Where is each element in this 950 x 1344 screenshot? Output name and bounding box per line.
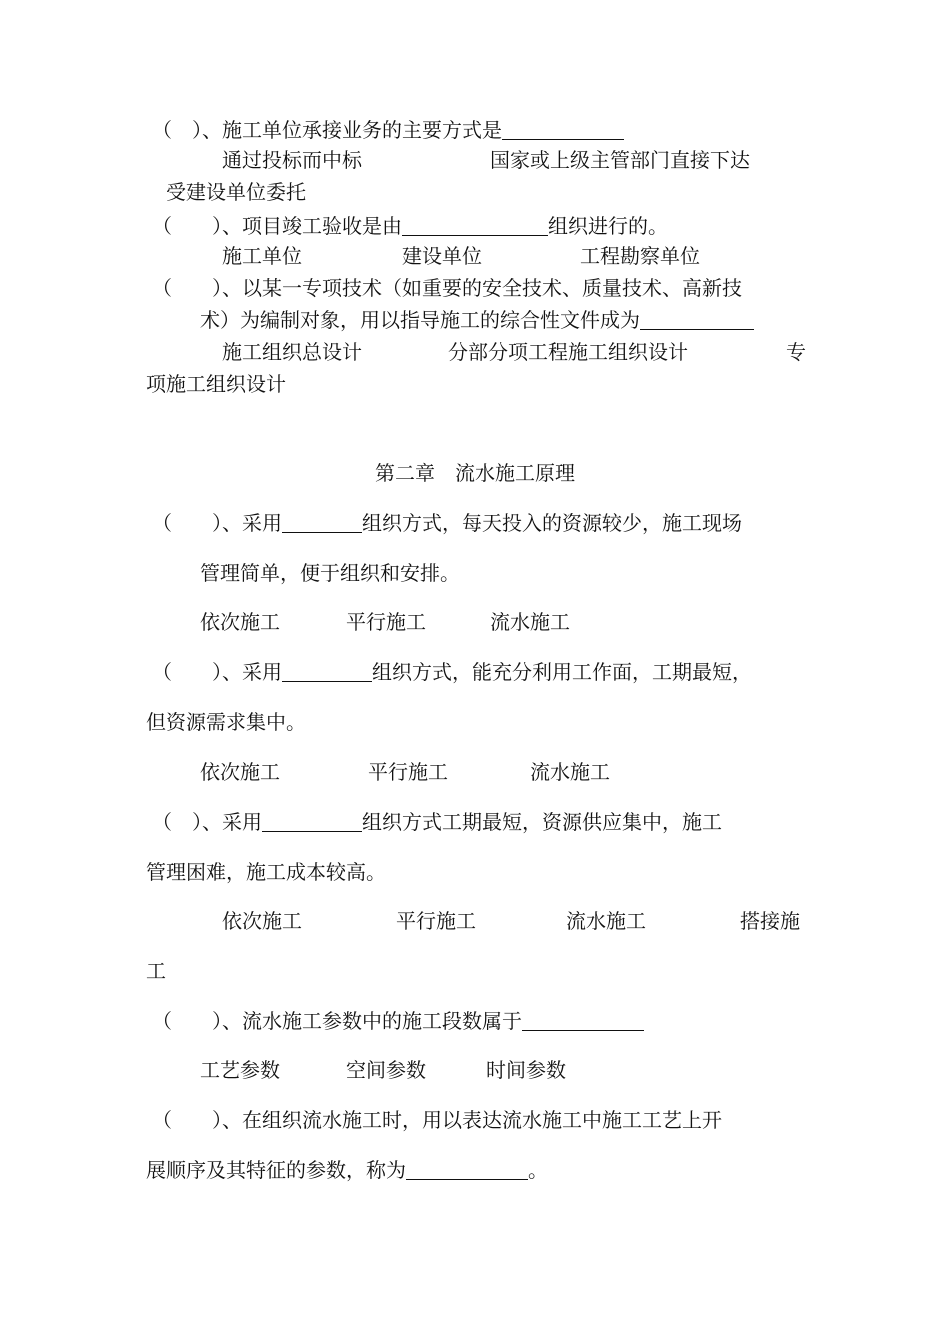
answer-blank[interactable] <box>402 215 548 236</box>
chapter-title: 第二章 流水施工原理 <box>375 461 575 485</box>
question-text: （ ）、采用 <box>152 810 262 834</box>
option: 空间参数 <box>346 1058 426 1082</box>
question-text: （ ）、施工单位承接业务的主要方式是 <box>152 118 502 142</box>
option: 工艺参数 <box>200 1058 280 1082</box>
question-text: 组织方式，每天投入的资源较少，施工现场 <box>362 511 742 535</box>
question-stem: （ ）、在组织流水施工时，用以表达流水施工中施工工艺上开 <box>152 1108 722 1132</box>
question-text: 组织方式工期最短，资源供应集中，施工 <box>362 810 722 834</box>
question-stem <box>146 1158 548 1182</box>
option: 通过投标而中标 <box>222 148 362 172</box>
option: 流水施工 <box>490 610 570 634</box>
question-stem <box>200 308 754 332</box>
question-text: 组织进行的。 <box>548 214 668 238</box>
option: 施工单位 <box>222 244 302 268</box>
answer-blank[interactable] <box>262 811 362 832</box>
option: 受建设单位委托 <box>166 180 306 204</box>
question-text: 组织方式，能充分利用工作面，工期最短， <box>372 660 752 684</box>
question-text: 。 <box>528 1158 548 1182</box>
answer-blank[interactable] <box>406 1159 528 1180</box>
question-stem <box>152 1009 644 1033</box>
option: 建设单位 <box>402 244 482 268</box>
answer-blank[interactable] <box>522 1010 644 1031</box>
answer-blank[interactable] <box>282 661 372 682</box>
option: 平行施工 <box>396 909 476 933</box>
question-stem <box>152 810 722 834</box>
question-text: （ ）、采用 <box>152 511 282 535</box>
option: 依次施工 <box>200 610 280 634</box>
question-text: 术）为编制对象，用以指导施工的综合性文件成为 <box>200 308 640 332</box>
option: 依次施工 <box>200 760 280 784</box>
question-stem: 但资源需求集中。 <box>146 710 306 734</box>
option: 平行施工 <box>368 760 448 784</box>
answer-blank[interactable] <box>640 309 754 330</box>
option: 专 <box>786 340 806 364</box>
option: 依次施工 <box>222 909 302 933</box>
option: 时间参数 <box>486 1058 566 1082</box>
question-stem: 管理简单，便于组织和安排。 <box>200 561 460 585</box>
option: 工 <box>146 959 166 983</box>
question-text: （ ）、采用 <box>152 660 282 684</box>
question-stem <box>152 660 752 684</box>
question-stem <box>152 118 624 142</box>
option: 国家或上级主管部门直接下达 <box>490 148 750 172</box>
option: 工程勘察单位 <box>580 244 700 268</box>
answer-blank[interactable] <box>502 119 624 140</box>
option: 施工组织总设计 <box>222 340 362 364</box>
question-stem <box>152 511 742 535</box>
option: 分部分项工程施工组织设计 <box>448 340 688 364</box>
question-stem <box>152 214 668 238</box>
question-text: 展顺序及其特征的参数，称为 <box>146 1158 406 1182</box>
option: 平行施工 <box>346 610 426 634</box>
option: 项施工组织设计 <box>146 372 286 396</box>
answer-blank[interactable] <box>282 512 362 533</box>
question-text: （ ）、流水施工参数中的施工段数属于 <box>152 1009 522 1033</box>
option: 流水施工 <box>530 760 610 784</box>
option: 搭接施 <box>740 909 800 933</box>
question-text: （ ）、项目竣工验收是由 <box>152 214 402 238</box>
question-stem: 管理困难，施工成本较高。 <box>146 860 386 884</box>
question-stem: （ ）、以某一专项技术（如重要的安全技术、质量技术、高新技 <box>152 276 742 300</box>
option: 流水施工 <box>566 909 646 933</box>
